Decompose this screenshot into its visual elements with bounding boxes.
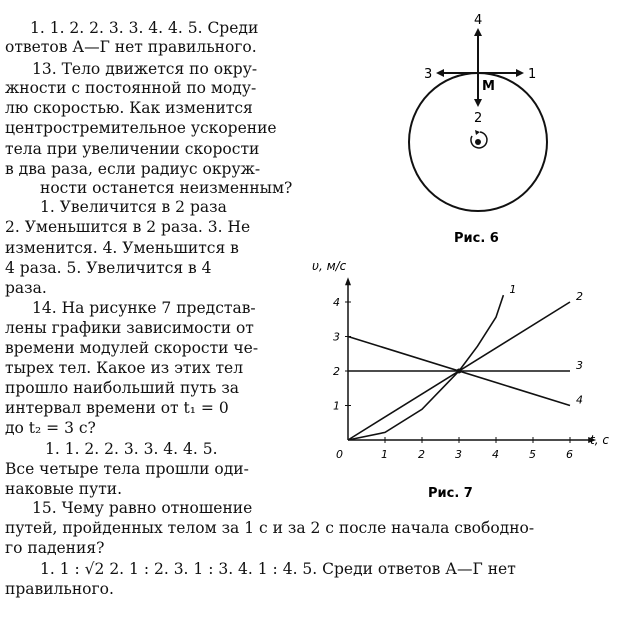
question-13-line: ности останется неизменным?	[40, 179, 293, 197]
arrow-2-head-icon	[474, 99, 482, 107]
question-14-line: прошло наибольший путь за	[5, 379, 240, 397]
y-axis-arrow-icon	[345, 277, 351, 285]
figure-7-velocity-chart	[312, 255, 620, 501]
x-tick-label: 1	[381, 448, 388, 461]
question-13-line: 13. Тело движется по окру-	[32, 60, 258, 78]
series-label-2: 2	[576, 290, 583, 303]
series-label-4: 4	[576, 393, 583, 407]
arrow-label-1: 1	[528, 67, 537, 82]
question-15-line: путей, пройденных телом за 1 с и за 2 с после начала свободно-	[5, 519, 535, 537]
rotation-arrowhead-icon	[475, 130, 480, 135]
question-14-line: времени модулей скорости че-	[5, 339, 259, 357]
y-tick-label: 1	[333, 399, 340, 413]
arrow-3-head-icon	[436, 69, 444, 77]
intersection-point	[457, 369, 462, 374]
point-label-m: M	[482, 79, 495, 94]
figure-6-circle-diagram	[400, 10, 560, 245]
question-14-line: 14. На рисунке 7 представ-	[32, 299, 256, 317]
answers-13-line: изменится. 4. Уменьшится в	[5, 239, 239, 257]
arrow-1-head-icon	[516, 69, 524, 77]
x-tick-label: 5	[529, 448, 536, 461]
x-tick-label: 2	[418, 448, 425, 461]
y-axis-label: υ, м/с	[312, 259, 347, 273]
x-axis-label: t, с	[590, 433, 609, 447]
figure-7-caption: Рис. 7	[428, 486, 473, 501]
answers-13-line: раза.	[5, 279, 47, 297]
series-label-1: 1	[509, 283, 517, 297]
x-tick-label: 6	[566, 448, 573, 461]
answers-line-12: 1. 1. 2. 2. 3. 3. 4. 4. 5. Среди	[30, 19, 259, 37]
center-dot	[475, 139, 481, 145]
x-tick-label: 0	[336, 448, 343, 461]
question-13-line: жности с постоянной по моду-	[5, 79, 257, 97]
answers-line-12b: ответов А—Г нет правильного.	[5, 38, 257, 56]
question-13-line: центростремительное ускорение	[5, 119, 277, 137]
y-tick-label: 3	[333, 330, 340, 344]
answers-14-line: Все четыре тела прошли оди-	[5, 460, 249, 478]
answers-14-line: 1. 1. 2. 2. 3. 3. 4. 4. 5.	[45, 440, 218, 458]
question-13-line: тела при увеличении скорости	[5, 140, 260, 158]
question-14-line: до t₂ = 3 с?	[5, 419, 96, 437]
question-15-line: 15. Чему равно отношение	[32, 499, 253, 517]
arrow-label-4: 4	[474, 13, 483, 28]
answers-15-line: правильного.	[5, 580, 114, 598]
arrow-label-2: 2	[474, 111, 483, 126]
answers-13-line: 1. Увеличится в 2 раза	[40, 198, 227, 216]
x-tick-label: 4	[492, 448, 499, 461]
answers-15-line: 1. 1 : √2 2. 1 : 2. 3. 1 : 3. 4. 1 : 4. 5. Среди ответов А—Г нет	[40, 560, 516, 578]
question-14-line: лены графики зависимости от	[5, 319, 254, 337]
question-14-line: интервал времени от t₁ = 0	[5, 399, 229, 417]
y-tick-label: 4	[333, 296, 340, 309]
question-13-line: в два раза, если радиус окруж-	[5, 160, 261, 178]
answers-13-line: 2. Уменьшится в 2 раза. 3. Не	[5, 218, 251, 236]
answers-14-line: наковые пути.	[5, 480, 123, 498]
series-line-1	[348, 295, 503, 440]
arrow-4-head-icon	[474, 28, 482, 36]
question-15-line: го падения?	[5, 539, 105, 557]
arrow-label-3: 3	[424, 67, 433, 82]
y-tick-label: 2	[333, 365, 340, 378]
question-13-line: лю скоростью. Как изменится	[5, 99, 253, 117]
series-label-3: 3	[576, 359, 583, 372]
question-14-line: тырех тел. Какое из этих тел	[5, 359, 244, 377]
x-tick-label: 3	[455, 448, 462, 461]
figure-6-caption: Рис. 6	[454, 231, 499, 246]
answers-13-line: 4 раза. 5. Увеличится в 4	[5, 259, 212, 277]
